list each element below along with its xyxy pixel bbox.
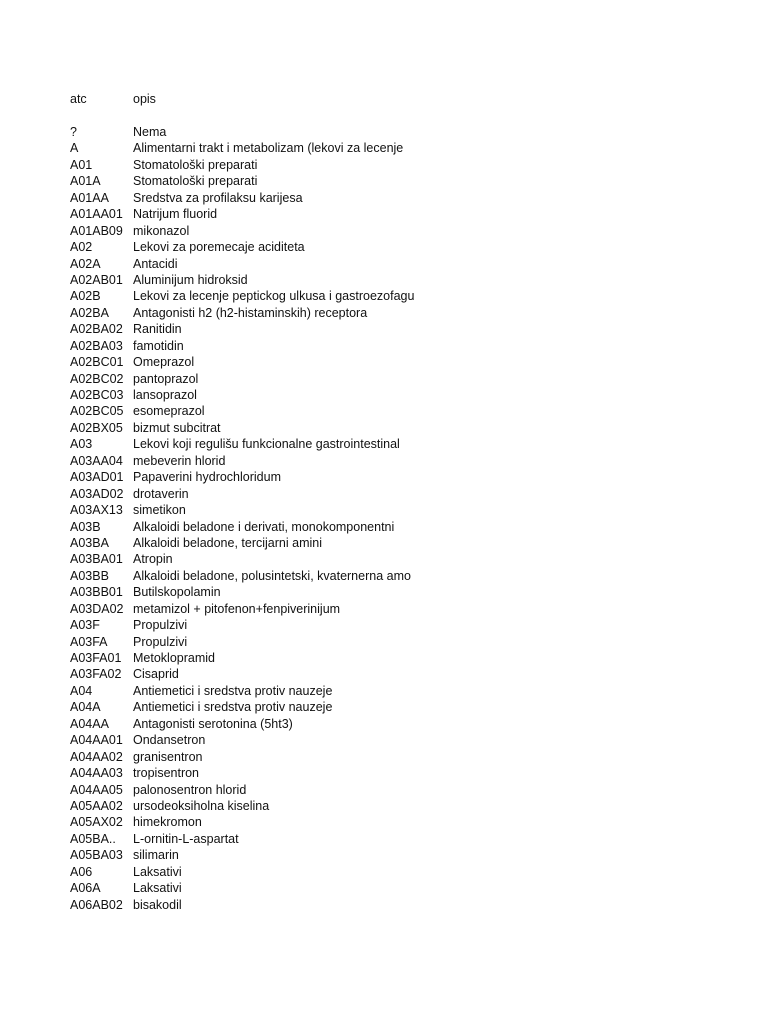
atc-description: himekromon <box>133 815 202 830</box>
atc-description: Atropin <box>133 552 173 567</box>
atc-code: A03BB01 <box>70 585 123 600</box>
atc-description: Ondansetron <box>133 733 206 748</box>
atc-description: silimarin <box>133 848 179 863</box>
atc-code: A03 <box>70 437 93 452</box>
atc-description: L-ornitin-L-aspartat <box>133 831 239 846</box>
atc-code: A03FA01 <box>70 651 122 665</box>
atc-description: Antagonisti serotonina (5ht3) <box>133 716 293 731</box>
atc-code: A02BX05 <box>70 420 123 435</box>
table-row <box>70 519 414 535</box>
table-row <box>70 486 414 502</box>
table-row <box>70 683 414 699</box>
atc-description: Antacidi <box>133 256 178 271</box>
atc-code: A05BA.. <box>70 831 116 846</box>
atc-code: A02AB01 <box>70 272 123 287</box>
table-row <box>70 206 414 222</box>
table-row <box>70 436 414 452</box>
table-row <box>70 305 414 321</box>
atc-code: A03AD01 <box>70 470 124 485</box>
atc-description: drotaverin <box>133 486 189 501</box>
table-row <box>70 403 414 419</box>
atc-description: Lekovi za lecenje peptickog ulkusa i gastroezofagu <box>133 289 415 304</box>
table-row <box>70 239 414 255</box>
table-row <box>70 897 414 913</box>
table-row <box>70 338 414 354</box>
table-row <box>70 749 414 765</box>
table-row <box>70 124 414 140</box>
atc-description: Aluminijum hidroksid <box>133 272 248 287</box>
atc-code: A03AX13 <box>70 503 123 518</box>
table-row <box>70 699 414 715</box>
table-row <box>70 634 414 650</box>
atc-code: A04A <box>70 700 101 715</box>
table-row <box>70 814 414 830</box>
atc-code: A01 <box>70 157 93 172</box>
table-row <box>70 371 414 387</box>
atc-description: Laksativi <box>133 864 182 879</box>
atc-code: ? <box>70 125 77 139</box>
atc-description: Omeprazol <box>133 355 195 370</box>
atc-code: A03BB <box>70 568 109 583</box>
table-row <box>70 765 414 781</box>
table-row <box>70 354 414 370</box>
atc-description: bizmut subcitrat <box>133 420 221 435</box>
atc-code: A02BA <box>70 305 109 320</box>
atc-code: A05AA02 <box>70 798 123 813</box>
table-row <box>70 650 414 666</box>
atc-code: A02 <box>70 240 93 255</box>
atc-description: Nema <box>133 125 167 139</box>
table-row <box>70 223 414 239</box>
atc-description: esomeprazol <box>133 404 205 419</box>
atc-code: A06AB02 <box>70 897 123 912</box>
atc-code: A03AD02 <box>70 486 124 501</box>
table-row <box>70 190 414 206</box>
atc-code: A03DA02 <box>70 601 124 616</box>
atc-code: A03BA <box>70 535 109 550</box>
atc-code: A02BC02 <box>70 371 124 386</box>
table-row <box>70 387 414 403</box>
atc-description: lansoprazol <box>133 388 197 402</box>
atc-code: A <box>70 141 79 156</box>
table-row <box>70 256 414 272</box>
atc-code: A02A <box>70 256 101 271</box>
table-row <box>70 584 414 600</box>
atc-description: metamizol + pitofenon+fenpiverinijum <box>133 601 341 616</box>
atc-description: Propulzivi <box>133 618 188 633</box>
atc-code: A03BA01 <box>70 552 123 567</box>
table-row <box>70 502 414 518</box>
atc-code: A02B <box>70 289 101 304</box>
table-row <box>70 864 414 880</box>
atc-description: mebeverin hlorid <box>133 453 226 468</box>
atc-code: A06A <box>70 881 101 896</box>
table-row <box>70 601 414 617</box>
atc-description: Antiemetici i sredstva protiv nauzeje <box>133 700 333 715</box>
atc-description: granisentron <box>133 749 203 764</box>
atc-description: Lekovi koji regulišu funkcionalne gastrointestinal <box>133 437 400 452</box>
table-row <box>70 140 414 156</box>
table-row <box>70 173 414 189</box>
table-row <box>70 666 414 682</box>
atc-code: A02BA03 <box>70 338 123 353</box>
atc-description: bisakodil <box>133 897 182 912</box>
table-row <box>70 157 414 173</box>
table-row <box>70 469 414 485</box>
atc-code: A04AA03 <box>70 766 123 781</box>
atc-description: famotidin <box>133 338 184 353</box>
atc-code: A02BC05 <box>70 404 124 419</box>
atc-description: Propulzivi <box>133 634 188 649</box>
table-row <box>70 782 414 798</box>
table-body <box>70 124 414 913</box>
atc-code: A01AB09 <box>70 223 123 238</box>
atc-code: A03FA <box>70 634 108 649</box>
table-row <box>70 272 414 288</box>
table-row <box>70 321 414 337</box>
atc-description: Sredstva za profilaksu karijesa <box>133 190 303 205</box>
atc-description: Cisaprid <box>133 667 179 682</box>
atc-description: Papaverini hydrochloridum <box>133 470 281 485</box>
atc-description: Stomatološki preparati <box>133 157 258 172</box>
atc-description: mikonazol <box>133 223 190 238</box>
atc-code: A01A <box>70 174 101 189</box>
atc-description: Butilskopolamin <box>133 585 221 600</box>
atc-code: A04AA <box>70 716 109 731</box>
atc-description: palonosentron hlorid <box>133 782 247 797</box>
atc-description: pantoprazol <box>133 371 199 386</box>
table-row <box>70 831 414 847</box>
atc-description: Lekovi za poremecaje aciditeta <box>133 240 305 255</box>
atc-description: Alkaloidi beladone, polusintetski, kvaternerna amo <box>133 568 411 583</box>
table-row <box>70 716 414 732</box>
atc-code: A02BC03 <box>70 388 124 402</box>
table-row <box>70 551 414 567</box>
table-row <box>70 880 414 896</box>
atc-code: A01AA01 <box>70 207 123 222</box>
atc-description: Natrijum fluorid <box>133 207 218 222</box>
table-row <box>70 568 414 584</box>
atc-code: A04AA01 <box>70 733 123 748</box>
atc-code: A04AA05 <box>70 782 123 797</box>
atc-description: Antiemetici i sredstva protiv nauzeje <box>133 683 333 698</box>
atc-code: A03F <box>70 618 100 633</box>
table-header <box>70 91 156 107</box>
table-row <box>70 453 414 469</box>
atc-code: A01AA <box>70 190 109 205</box>
atc-description: Antagonisti h2 (h2-histaminskih) receptora <box>133 305 368 320</box>
atc-description: Alkaloidi beladone i derivati, monokomponentni <box>133 519 395 534</box>
atc-code: A02BA02 <box>70 322 123 337</box>
atc-code: A03B <box>70 519 101 534</box>
atc-description: Stomatološki preparati <box>133 174 258 189</box>
table-row <box>70 847 414 863</box>
table-row <box>70 535 414 551</box>
atc-description: tropisentron <box>133 766 200 781</box>
table-row <box>70 732 414 748</box>
header-desc: opis <box>133 92 156 106</box>
atc-description: Ranitidin <box>133 322 182 337</box>
atc-description: Metoklopramid <box>133 651 215 665</box>
table-row <box>70 798 414 814</box>
atc-code: A06 <box>70 864 93 879</box>
header-code: atc <box>70 92 87 106</box>
atc-code: A03AA04 <box>70 453 123 468</box>
table-row <box>70 617 414 633</box>
atc-code: A02BC01 <box>70 355 124 370</box>
atc-code: A05BA03 <box>70 848 123 863</box>
atc-description: Alimentarni trakt i metabolizam (lekovi za lecenje <box>133 141 404 156</box>
atc-code: A04AA02 <box>70 749 123 764</box>
atc-code: A04 <box>70 683 93 698</box>
atc-code: A05AX02 <box>70 815 123 830</box>
table-row <box>70 420 414 436</box>
atc-description: Laksativi <box>133 881 182 896</box>
atc-description: ursodeoksiholna kiselina <box>133 798 270 813</box>
atc-code: A03FA02 <box>70 667 122 682</box>
atc-description: simetikon <box>133 503 186 518</box>
atc-description: Alkaloidi beladone, tercijarni amini <box>133 535 322 550</box>
table-row <box>70 288 414 304</box>
